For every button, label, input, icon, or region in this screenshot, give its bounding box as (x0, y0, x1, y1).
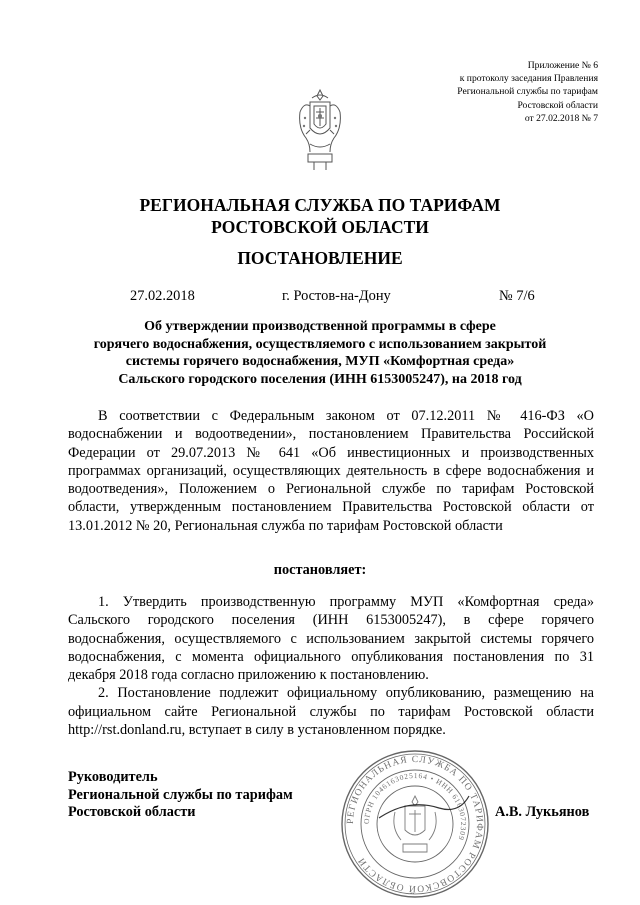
coat-of-arms-emblem (296, 88, 344, 172)
appendix-note (457, 59, 598, 125)
document-date: 27.02.2018 (130, 288, 195, 304)
resolution-items (68, 593, 594, 739)
resolution-item: 2. Постановление подлежит официальному опубликованию, размещению на официальном сайте Региональной службы по тарифам Ростовской области http://rst.donland.ru, вступает в силу в установленном порядке. (68, 685, 594, 739)
document-number: № 7/6 (499, 288, 535, 304)
appendix-line: к протоколу заседания Правления (459, 73, 598, 85)
signatory-title-line: Региональной службы по тарифам (68, 786, 293, 803)
appendix-line: Региональной службы по тарифам (457, 86, 598, 98)
signatory-title-line: Руководитель (68, 769, 158, 785)
appendix-line: от 27.02.2018 № 7 (524, 112, 598, 124)
signatory-name: А.В. Лукьянов (495, 804, 590, 820)
agency-name (0, 194, 640, 238)
agency-name-line: РЕГИОНАЛЬНАЯ СЛУЖБА ПО ТАРИФАМ (139, 195, 501, 215)
subject-line: горячего водоснабжения, осуществляемого с использованием закрытой (93, 336, 547, 352)
document-subject (60, 318, 580, 388)
appendix-line: Приложение № 6 (527, 60, 598, 71)
resolves-heading: постановляет: (273, 562, 367, 578)
subject-line: Сальского городского поселения (ИНН 6153005247), на 2018 год (118, 371, 522, 387)
signatory-title (68, 769, 293, 822)
signatory-title-line: Ростовской области (68, 804, 196, 820)
official-seal-stamp (339, 748, 491, 900)
subject-line: системы горячего водоснабжения, МУП «Комфортная среда» (125, 354, 515, 369)
seal-outer-text: РЕГИОНАЛЬНАЯ СЛУЖБА ПО ТАРИФАМ РОСТОВСКОЙ ОБЛАСТИ (345, 754, 485, 894)
preamble-paragraph: В соответствии с Федеральным законом от 07.12.2011 № 416-ФЗ «О водоснабжении и водоотведении», постановлением Правительства Российской Федерации от 29.07.2013 № 641 «Об инвестиционных и производственных программах организаций, осуществляющих деятельность в сфере водоснабжения и водоотведения», Положением о Региональной службе по тарифам Ростовской области, утвержденным постановлением Правительства Ростовской области от 13.01.2012 № 20, Региональная служба по тарифам Ростовской области (68, 408, 594, 534)
agency-name-line: РОСТОВСКОЙ ОБЛАСТИ (211, 217, 429, 237)
subject-line: Об утверждении производственной программы в сфере (144, 319, 496, 334)
resolution-item: 1. Утвердить производственную программу МУП «Комфортная среда» Сальского городского поселения (ИНН 6153005247), в сфере горячего водоснабжения, осуществляемого с использованием закрытой системы горячего водоснабжения, с момента официального опубликования постановления по 31 декабря 2018 года согласно приложению к постановлению. (68, 594, 594, 684)
document-city: г. Ростов-на-Дону (282, 288, 391, 304)
seal-inner-text: ОГРН 1046163025164 • ИНН 6163072309 (361, 770, 469, 842)
document-type-title: ПОСТАНОВЛЕНИЕ (237, 248, 403, 268)
appendix-line: Ростовской области (517, 99, 598, 111)
